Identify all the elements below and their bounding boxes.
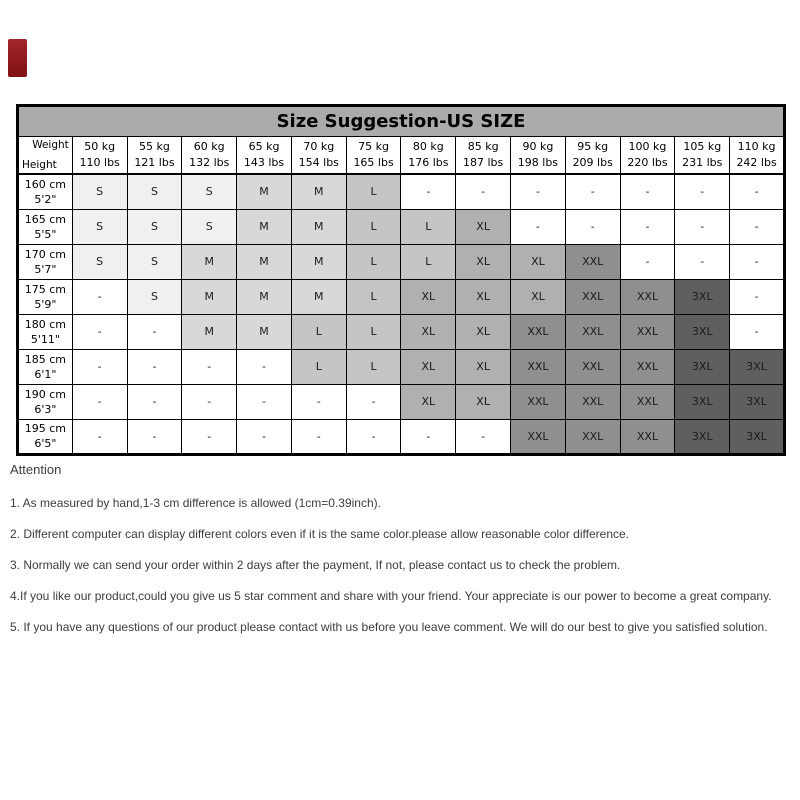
attention-note-2: 2. Different computer can display different colors even if it is the same color.please allow reasonable color difference. xyxy=(10,527,630,541)
size-cell: - xyxy=(620,244,675,279)
size-cell: - xyxy=(511,209,566,244)
size-cell: XXL xyxy=(511,349,566,384)
size-cell: - xyxy=(291,384,346,419)
size-cell: - xyxy=(237,419,292,454)
size-cell: S xyxy=(182,209,237,244)
size-cell: - xyxy=(72,279,127,314)
weight-header-65kg: 65 kg 143 lbs xyxy=(237,137,292,175)
size-cell: L xyxy=(291,349,346,384)
size-cell: XXL xyxy=(620,314,675,349)
size-cell: S xyxy=(127,209,182,244)
attention-note-4: 4.If you like our product,could you give us 5 star comment and share with your friend. Your appreciate is our power to become a great company. xyxy=(10,589,772,603)
size-row-165cm xyxy=(18,209,785,244)
size-cell: XXL xyxy=(620,419,675,454)
size-row-195cm xyxy=(18,419,785,454)
size-cell: - xyxy=(456,174,511,209)
size-cell: - xyxy=(730,244,785,279)
size-cell: L xyxy=(346,174,401,209)
size-cell: - xyxy=(565,174,620,209)
size-cell: - xyxy=(456,419,511,454)
size-cell: - xyxy=(237,384,292,419)
weight-header-100kg: 100 kg 220 lbs xyxy=(620,137,675,175)
size-cell: 3XL xyxy=(675,314,730,349)
weight-header-60kg: 60 kg 132 lbs xyxy=(182,137,237,175)
size-cell: M xyxy=(291,209,346,244)
size-cell: - xyxy=(730,209,785,244)
size-cell: 3XL xyxy=(730,419,785,454)
size-cell: - xyxy=(72,384,127,419)
size-cell: L xyxy=(346,279,401,314)
height-header-175cm: 175 cm 5'9" xyxy=(18,279,73,314)
size-cell: 3XL xyxy=(675,279,730,314)
title-row xyxy=(18,106,785,137)
weight-header-95kg: 95 kg 209 lbs xyxy=(565,137,620,175)
size-cell: XL xyxy=(401,314,456,349)
size-row-180cm xyxy=(18,314,785,349)
height-header-165cm: 165 cm 5'5" xyxy=(18,209,73,244)
size-table-body xyxy=(18,174,785,454)
size-cell: L xyxy=(346,209,401,244)
size-cell: - xyxy=(346,384,401,419)
size-cell: 3XL xyxy=(675,419,730,454)
weight-header-row xyxy=(18,137,785,175)
weight-height-corner-cell xyxy=(18,137,73,175)
corner-weight-label: Weight xyxy=(32,139,69,151)
attention-note-3: 3. Normally we can send your order within 2 days after the payment, If not, please contact us to check the problem. xyxy=(10,558,621,572)
size-cell: 3XL xyxy=(675,384,730,419)
size-cell: XXL xyxy=(565,349,620,384)
size-cell: S xyxy=(127,279,182,314)
height-header-195cm: 195 cm 6'5" xyxy=(18,419,73,454)
size-cell: M xyxy=(182,244,237,279)
size-cell: XXL xyxy=(511,419,566,454)
red-ribbon-mark xyxy=(8,39,27,77)
height-header-185cm: 185 cm 6'1" xyxy=(18,349,73,384)
attention-title: Attention xyxy=(10,462,62,477)
size-cell: S xyxy=(72,174,127,209)
size-row-185cm xyxy=(18,349,785,384)
size-cell: - xyxy=(182,349,237,384)
size-cell: - xyxy=(182,384,237,419)
size-cell: S xyxy=(127,174,182,209)
height-header-160cm: 160 cm 5'2" xyxy=(18,174,73,209)
size-cell: XL xyxy=(456,279,511,314)
size-cell: L xyxy=(401,244,456,279)
size-cell: XXL xyxy=(565,384,620,419)
size-cell: XL xyxy=(511,244,566,279)
size-cell: - xyxy=(127,384,182,419)
attention-section xyxy=(10,463,792,651)
size-cell: - xyxy=(675,209,730,244)
size-cell: - xyxy=(127,419,182,454)
size-cell: XL xyxy=(511,279,566,314)
size-cell: XL xyxy=(456,209,511,244)
size-cell: XXL xyxy=(620,349,675,384)
size-cell: - xyxy=(346,419,401,454)
size-cell: XL xyxy=(456,244,511,279)
size-cell: S xyxy=(182,174,237,209)
size-cell: M xyxy=(237,244,292,279)
size-row-160cm xyxy=(18,174,785,209)
size-cell: XXL xyxy=(620,279,675,314)
weight-header-110kg: 110 kg 242 lbs xyxy=(730,137,785,175)
size-suggestion-table xyxy=(16,104,786,456)
size-cell: S xyxy=(72,244,127,279)
corner-height-label: Height xyxy=(22,159,57,171)
size-cell: - xyxy=(675,244,730,279)
weight-header-70kg: 70 kg 154 lbs xyxy=(291,137,346,175)
weight-header-55kg: 55 kg 121 lbs xyxy=(127,137,182,175)
size-cell: - xyxy=(72,419,127,454)
size-cell: XL xyxy=(401,349,456,384)
size-cell: M xyxy=(291,174,346,209)
size-cell: L xyxy=(346,244,401,279)
size-cell: 3XL xyxy=(730,384,785,419)
height-header-180cm: 180 cm 5'11" xyxy=(18,314,73,349)
size-cell: 3XL xyxy=(675,349,730,384)
attention-note-5: 5. If you have any questions of our product please contact with us before you leave comment. We will do our best to give you satisfied solution. xyxy=(10,620,768,634)
size-cell: XXL xyxy=(565,279,620,314)
size-cell: M xyxy=(237,314,292,349)
weight-header-90kg: 90 kg 198 lbs xyxy=(511,137,566,175)
size-cell: XXL xyxy=(565,244,620,279)
table-title: Size Suggestion-US SIZE xyxy=(18,106,785,137)
size-cell: M xyxy=(291,279,346,314)
height-header-190cm: 190 cm 6'3" xyxy=(18,384,73,419)
size-cell: - xyxy=(730,314,785,349)
size-cell: XXL xyxy=(511,384,566,419)
size-cell: - xyxy=(730,279,785,314)
size-cell: L xyxy=(346,349,401,384)
size-cell: - xyxy=(565,209,620,244)
size-cell: XL xyxy=(401,279,456,314)
size-cell: XL xyxy=(401,384,456,419)
size-cell: XXL xyxy=(511,314,566,349)
size-cell: S xyxy=(72,209,127,244)
weight-header-80kg: 80 kg 176 lbs xyxy=(401,137,456,175)
size-cell: L xyxy=(346,314,401,349)
weight-header-105kg: 105 kg 231 lbs xyxy=(675,137,730,175)
size-row-175cm xyxy=(18,279,785,314)
height-header-170cm: 170 cm 5'7" xyxy=(18,244,73,279)
size-cell: - xyxy=(401,419,456,454)
size-table-head xyxy=(18,106,785,175)
size-cell: XL xyxy=(456,384,511,419)
weight-header-75kg: 75 kg 165 lbs xyxy=(346,137,401,175)
size-cell: - xyxy=(291,419,346,454)
size-cell: M xyxy=(237,279,292,314)
size-cell: XXL xyxy=(565,314,620,349)
size-cell: L xyxy=(291,314,346,349)
weight-header-50kg: 50 kg 110 lbs xyxy=(72,137,127,175)
size-cell: XXL xyxy=(565,419,620,454)
size-cell: 3XL xyxy=(730,349,785,384)
size-cell: L xyxy=(401,209,456,244)
size-cell: - xyxy=(511,174,566,209)
size-row-190cm xyxy=(18,384,785,419)
size-cell: - xyxy=(237,349,292,384)
size-cell: - xyxy=(127,349,182,384)
size-cell: - xyxy=(620,209,675,244)
size-cell: - xyxy=(675,174,730,209)
size-cell: M xyxy=(291,244,346,279)
attention-note-1: 1. As measured by hand,1-3 cm difference is allowed (1cm=0.39inch). xyxy=(10,496,381,510)
size-cell: XXL xyxy=(620,384,675,419)
size-cell: - xyxy=(182,419,237,454)
size-cell: XL xyxy=(456,349,511,384)
size-cell: - xyxy=(730,174,785,209)
size-cell: - xyxy=(72,314,127,349)
size-cell: M xyxy=(182,314,237,349)
size-cell: - xyxy=(401,174,456,209)
size-cell: M xyxy=(237,209,292,244)
weight-header-85kg: 85 kg 187 lbs xyxy=(456,137,511,175)
size-cell: - xyxy=(72,349,127,384)
size-cell: - xyxy=(620,174,675,209)
size-cell: XL xyxy=(456,314,511,349)
size-cell: M xyxy=(237,174,292,209)
size-cell: S xyxy=(127,244,182,279)
size-row-170cm xyxy=(18,244,785,279)
size-cell: M xyxy=(182,279,237,314)
size-cell: - xyxy=(127,314,182,349)
